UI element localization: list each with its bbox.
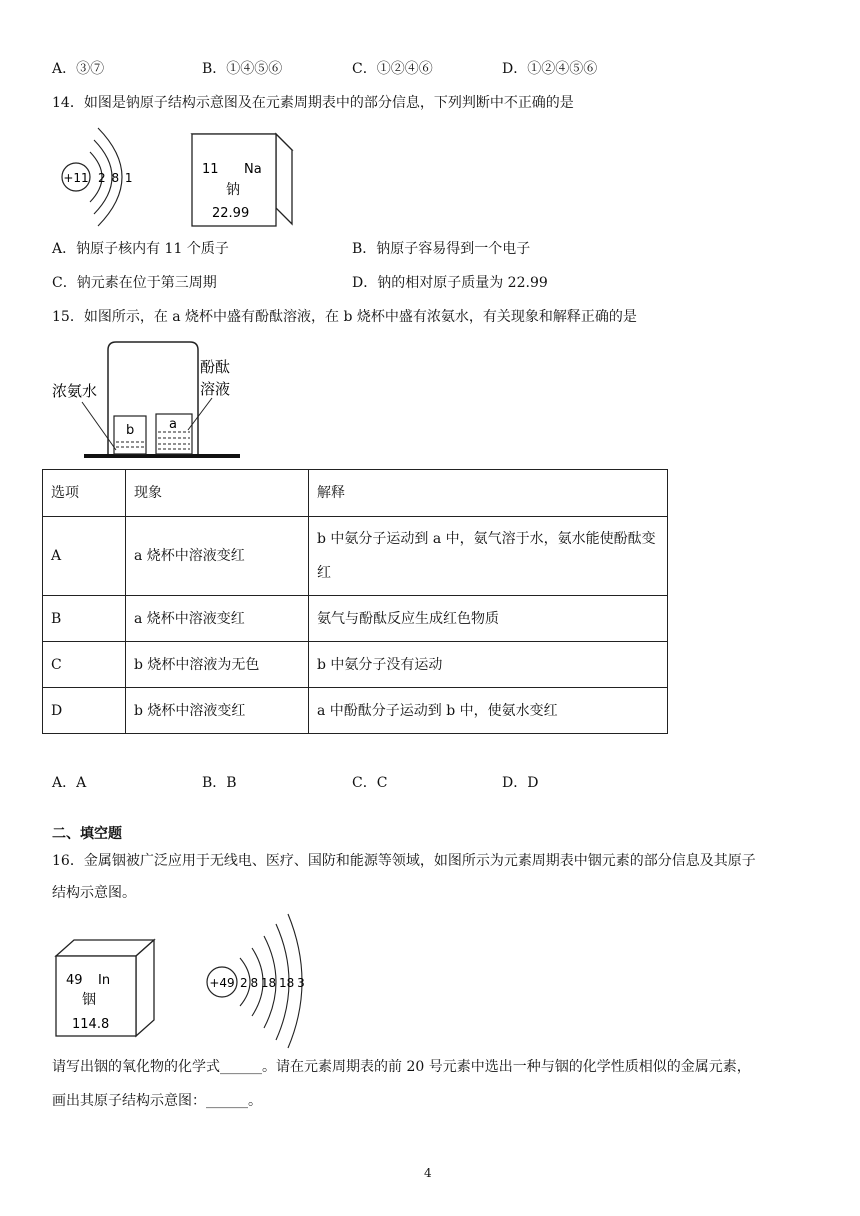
sodium-atomic-number: 11: [202, 162, 219, 177]
q16-answer-line1: 请写出铟的氧化物的化学式______。请在元素周期表的前 20 号元素中选出一种与铟的化学性质相似的金属元素，: [52, 1059, 751, 1075]
q13-option-c: C．①②④⑥: [352, 61, 433, 77]
sodium-name: 钠: [226, 182, 240, 198]
table-cell: D: [43, 688, 126, 734]
beaker-a-label: a: [169, 417, 177, 432]
table-header-row: [43, 470, 668, 517]
indium-atom-diagram: [200, 910, 320, 1050]
q15-option-d: D．D: [502, 775, 539, 791]
sodium-element-card: [188, 128, 296, 230]
section-title: 二、填空题: [52, 826, 122, 842]
q16-stem-line1: 16．金属铟被广泛应用于无线电、医疗、国防和能源等领域，如图所示为元素周期表中铟元素的部分信息及其原子: [52, 853, 756, 869]
q15-answer-table: [42, 469, 668, 734]
q16-stem-line2: 结构示意图。: [52, 885, 136, 901]
indium-atomic-mass: 114.8: [72, 1017, 110, 1032]
indium-nucleus-label: +49: [209, 976, 235, 990]
q14-option-d: D．钠的相对原子质量为 22.99: [352, 275, 548, 291]
ammonia-experiment-figure: [52, 338, 244, 464]
q15-option-b: B．B: [202, 775, 237, 791]
sodium-symbol: Na: [244, 162, 262, 177]
q13-option-b: B．①④⑤⑥: [202, 61, 283, 77]
sodium-shell-counts: 2 8 1: [98, 171, 133, 185]
sodium-nucleus-label: +11: [63, 171, 89, 185]
q16-answer-line2: 画出其原子结构示意图：______。: [52, 1093, 262, 1109]
table-cell: b 烧杯中溶液为无色: [126, 642, 309, 688]
indium-atomic-number: 49: [66, 973, 83, 988]
table-row: [43, 596, 668, 642]
phenolphthalein-label-line2: 溶液: [200, 380, 231, 398]
q14-stem: 14．如图是钠原子结构示意图及在元素周期表中的部分信息，下列判断中不正确的是: [52, 95, 574, 111]
table-cell: 氨气与酚酞反应生成红色物质: [309, 596, 668, 642]
indium-name: 铟: [82, 992, 96, 1008]
table-cell: B: [43, 596, 126, 642]
q15-option-a: A．A: [52, 775, 87, 791]
beaker-b-label: b: [126, 423, 135, 438]
indium-symbol: In: [98, 973, 111, 988]
q13-option-d: D．①②④⑤⑥: [502, 61, 598, 77]
q13-option-a: A．③⑦: [52, 61, 105, 77]
sodium-atomic-mass: 22.99: [212, 206, 250, 221]
q14-option-a: A．钠原子核内有 11 个质子: [52, 241, 229, 257]
table-row: [43, 688, 668, 734]
table-header-cell: 选项: [43, 470, 126, 517]
table-row: [43, 642, 668, 688]
table-cell: b 烧杯中溶液变红: [126, 688, 309, 734]
phenolphthalein-label-line1: 酚酞: [200, 358, 231, 376]
table-cell: C: [43, 642, 126, 688]
table-cell: a 中酚酞分子运动到 b 中，使氨水变红: [309, 688, 668, 734]
table-cell: b 中氨分子没有运动: [309, 642, 668, 688]
table-header-cell: 现象: [126, 470, 309, 517]
table-cell: a 烧杯中溶液变红: [126, 596, 309, 642]
table-cell: b 中氨分子运动到 a 中，氨气溶于水，氨水能使酚酞变红: [309, 517, 668, 596]
indium-element-card: [52, 936, 160, 1040]
indium-shell-counts: 2 8 18 18 3: [240, 976, 305, 990]
table-cell: A: [43, 517, 126, 596]
table-header-cell: 解释: [309, 470, 668, 517]
page-number: 4: [424, 1166, 432, 1180]
table-row: [43, 517, 668, 596]
q15-option-c: C．C: [352, 775, 388, 791]
q14-option-c: C．钠元素在位于第三周期: [52, 275, 217, 291]
sodium-atom-diagram: [52, 120, 152, 230]
q14-option-b: B．钠原子容易得到一个电子: [352, 241, 531, 257]
table-cell: a 烧杯中溶液变红: [126, 517, 309, 596]
concentrated-ammonia-label: 浓氨水: [52, 382, 98, 400]
q15-stem: 15．如图所示，在 a 烧杯中盛有酚酞溶液，在 b 烧杯中盛有浓氨水，有关现象和解释正确的是: [52, 309, 637, 325]
